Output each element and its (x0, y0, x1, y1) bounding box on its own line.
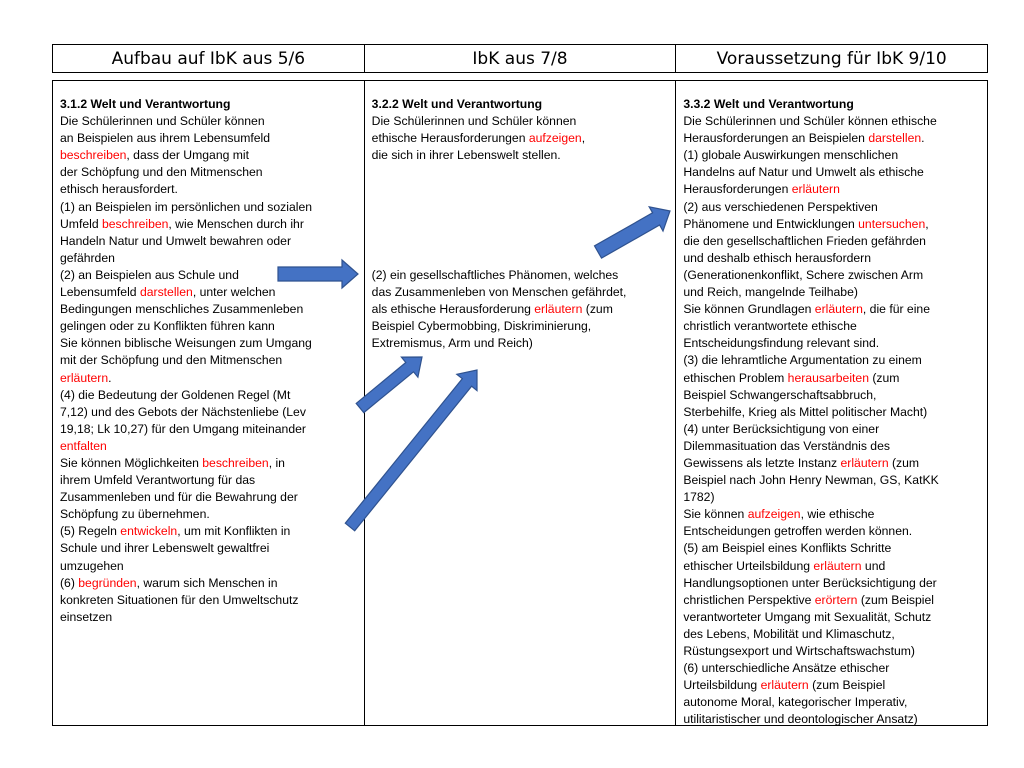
operator-verb: untersuchen (858, 216, 926, 231)
operator-verb: beschreiben (60, 148, 127, 163)
column-7-8 (364, 81, 676, 725)
text-segment: Sie können Möglichkeiten (60, 455, 203, 470)
text-segment: der Schöpfung und den Mitmenschen (60, 165, 263, 180)
text-line (683, 113, 980, 130)
text-segment: mit der Schöpfung und den Mitmenschen (60, 353, 283, 368)
text-segment: Beispiel Schwangerschaftsabbruch, (683, 387, 877, 402)
operator-verb: erläutern (60, 370, 109, 385)
text-segment: christlich verantwortete ethische (683, 319, 857, 334)
text-line (683, 284, 980, 301)
operator-verb: aufzeigen (528, 131, 582, 146)
section-title (683, 96, 980, 113)
text-segment: (2) aus verschiedenen Perspektiven (683, 199, 878, 214)
header-cell-7-8: IbK aus 7/8 (364, 45, 676, 72)
text-line (60, 404, 357, 421)
text-segment: Handelns auf Natur und Umwelt als ethische (683, 165, 924, 180)
text-line (372, 199, 669, 216)
text-segment: (zum (888, 455, 920, 470)
text-segment: (5) Regeln (60, 524, 121, 539)
text-segment: und Reich, mangelnde Teilhabe) (683, 285, 858, 300)
text-line (372, 301, 669, 318)
text-line (60, 609, 357, 626)
operator-verb: erläutern (813, 558, 862, 573)
text-segment: (4) unter Berücksichtigung von einer (683, 421, 880, 436)
text-segment: 7,12) und des Gebots der Nächstenliebe (Lev (60, 404, 306, 419)
text-segment: (1) an Beispielen im persönlichen und sozialen (60, 199, 313, 214)
text-line (683, 609, 980, 626)
text-line (60, 575, 357, 592)
text-segment: die sich in ihrer Lebenswelt stellen. (371, 148, 561, 163)
text-line (372, 335, 669, 352)
text-segment: ethischen Problem (683, 370, 788, 385)
text-segment: Sie können (683, 507, 748, 522)
text-line (683, 558, 980, 575)
text-segment: (1) globale Auswirkungen menschlichen (683, 148, 899, 163)
operator-verb: darstellen (868, 131, 922, 146)
text-segment: (zum Beispiel (808, 678, 886, 693)
text-segment: und deshalb ethisch herausfordern (683, 250, 872, 265)
text-line (683, 438, 980, 455)
section-title (372, 96, 669, 113)
text-segment: (3) die lehramtliche Argumentation zu einem (683, 353, 922, 368)
text-line (683, 506, 980, 523)
text-line (60, 250, 357, 267)
text-segment: Herausforderungen an Beispielen (683, 131, 869, 146)
text-line (372, 216, 669, 233)
text-line (683, 267, 980, 284)
text-line (60, 181, 357, 198)
text-segment: Gewissens als letzte Instanz (683, 455, 841, 470)
text-line (60, 558, 357, 575)
text-line (683, 421, 980, 438)
header-cell-5-6: Aufbau auf IbK aus 5/6 (111, 48, 306, 69)
text-segment: Sie können biblische Weisungen zum Umgang (60, 336, 312, 351)
operator-verb: erörtern (814, 592, 858, 607)
text-segment: autonome Moral, kategorischer Imperativ, (683, 695, 908, 710)
text-line (683, 335, 980, 352)
text-segment: , in (268, 455, 285, 470)
text-segment: ethischer Urteilsbildung (683, 558, 814, 573)
operator-verb: darstellen (139, 285, 193, 300)
text-segment: (6) unterschiedliche Ansätze ethischer (683, 661, 890, 676)
column-9-10 (675, 81, 987, 725)
text-line (60, 233, 357, 250)
text-segment: (Generationenkonflikt, Schere zwischen Arm (683, 267, 924, 282)
text-line (683, 472, 980, 489)
text-segment: Umfeld (60, 216, 102, 231)
text-line (683, 404, 980, 421)
text-line (60, 438, 357, 455)
text-line (60, 540, 357, 557)
operator-verb: herausarbeiten (787, 370, 869, 385)
text-segment: 19,18; Lk 10,27) für den Umgang miteinander (60, 421, 306, 436)
header-cell-9-10: Voraussetzung für IbK 9/10 (675, 45, 987, 72)
text-segment: (4) die Bedeutung der Goldenen Regel (Mt (60, 387, 291, 402)
text-segment: Beispiel nach John Henry Newman, GS, KatKK (683, 473, 939, 488)
operator-verb: entwickeln (120, 524, 178, 539)
text-line (683, 130, 980, 147)
text-line (60, 147, 357, 164)
operator-verb: beschreiben (102, 216, 169, 231)
text-segment: , warum sich Menschen in (136, 575, 278, 590)
text-segment: Die Schülerinnen und Schüler können ethische (683, 114, 937, 129)
text-segment: Beispiel Cybermobbing, Diskriminierung, (371, 319, 592, 334)
text-line (60, 284, 357, 301)
text-segment: 3.2.2 Welt und Verantwortung (371, 97, 543, 111)
text-line (372, 284, 669, 301)
text-segment: Sie können Grundlagen (683, 302, 815, 317)
operator-verb: entfalten (60, 438, 107, 453)
operator-verb: erläutern (840, 455, 889, 470)
text-line (60, 489, 357, 506)
operator-verb: beschreiben (202, 455, 269, 470)
text-segment: . (108, 370, 112, 385)
operator-verb: erläutern (760, 678, 809, 693)
text-line (372, 181, 669, 198)
text-segment: , wie Menschen durch ihr (168, 216, 304, 231)
text-line (683, 643, 980, 660)
text-line (372, 233, 669, 250)
operator-verb: erläutern (791, 182, 840, 197)
text-line (683, 199, 980, 216)
text-segment: christlichen Perspektive (683, 592, 815, 607)
text-line (683, 147, 980, 164)
text-segment: gefährden (60, 250, 115, 265)
text-line (372, 250, 669, 267)
text-segment: , unter welchen (192, 285, 276, 300)
text-segment: 1782) (683, 490, 715, 505)
text-segment: Dilemmasituation das Verständnis des (683, 438, 890, 453)
text-line (60, 301, 357, 318)
text-segment: 3.3.2 Welt und Verantwortung (683, 97, 854, 111)
text-line (683, 387, 980, 404)
text-line (60, 164, 357, 181)
text-segment: Herausforderungen (683, 182, 792, 197)
text-line (372, 147, 669, 164)
text-line (683, 318, 980, 335)
text-segment: das Zusammenleben von Menschen gefährdet, (371, 285, 627, 300)
text-segment: Entscheidungen getroffen werden können. (683, 524, 913, 539)
text-segment: Handlungsoptionen unter Berücksichtigung der (683, 575, 937, 590)
text-segment: Schule und ihrer Lebenswelt gewaltfrei (60, 541, 270, 556)
operator-verb: erläutern (814, 302, 863, 317)
text-segment: umzugehen (60, 558, 124, 573)
text-line (683, 181, 980, 198)
text-line (683, 216, 980, 233)
text-line (683, 540, 980, 557)
text-segment: ethische Herausforderungen (371, 131, 529, 146)
column-5-6 (53, 81, 364, 725)
text-segment: , (925, 216, 929, 231)
text-segment: (2) ein gesellschaftliches Phänomen, welches (371, 267, 619, 282)
text-segment: Phänomene und Entwicklungen (683, 216, 859, 231)
text-segment: verantworteter Umgang mit Sexualität, Schutz (683, 609, 932, 624)
text-segment: . (921, 131, 925, 146)
text-line (683, 711, 980, 728)
text-segment: Extremismus, Arm und Reich) (371, 336, 533, 351)
text-line (683, 489, 980, 506)
text-segment: , um mit Konflikten in (177, 524, 291, 539)
text-segment: Bedingungen menschliches Zusammenleben (60, 302, 304, 317)
text-segment: Rüstungsexport und Wirtschaftswachstum) (683, 644, 915, 658)
text-line (683, 233, 980, 250)
text-segment: (zum Beispiel (857, 592, 934, 607)
operator-verb: aufzeigen (747, 507, 801, 522)
text-segment: utilitaristischer und deontologischer Ansatz) (683, 712, 918, 727)
text-line (683, 352, 980, 369)
text-line (372, 267, 669, 284)
text-line (60, 592, 357, 609)
text-line (683, 250, 980, 267)
text-segment: und (861, 558, 886, 573)
text-segment: Sterbehilfe, Krieg als Mittel politischer Macht) (683, 404, 928, 419)
text-segment: , wie ethische (800, 507, 875, 522)
operator-verb: begründen (78, 575, 137, 590)
text-segment: die den gesellschaftlichen Frieden gefährden (683, 233, 926, 248)
text-line (60, 130, 357, 147)
text-line (372, 318, 669, 335)
text-line (60, 472, 357, 489)
text-segment: Zusammenleben und für die Bewahrung der (60, 490, 298, 505)
text-segment: als ethische Herausforderung (371, 302, 535, 317)
operator-verb: erläutern (534, 302, 583, 317)
text-line (60, 318, 357, 335)
text-segment: , (581, 131, 586, 146)
text-line (683, 592, 980, 609)
text-segment: Die Schülerinnen und Schüler können (371, 114, 577, 129)
text-segment: Schöpfung zu übernehmen. (60, 507, 210, 522)
text-line (683, 660, 980, 677)
text-line (60, 387, 357, 404)
text-segment: Lebensumfeld (60, 285, 140, 300)
text-segment: (5) am Beispiel eines Konflikts Schritte (683, 541, 892, 556)
text-line (60, 335, 357, 352)
text-line (60, 352, 357, 369)
text-segment: 3.1.2 Welt und Verantwortung (60, 97, 231, 111)
text-segment: Urteilsbildung (683, 678, 761, 693)
text-segment: konkreten Situationen für den Umweltschutz (60, 592, 299, 607)
text-segment: Handeln Natur und Umwelt bewahren oder (60, 233, 292, 248)
text-line (683, 677, 980, 694)
text-line (60, 370, 357, 387)
text-line (683, 523, 980, 540)
text-line (683, 164, 980, 181)
text-line (372, 113, 669, 130)
text-segment: (6) (60, 575, 79, 590)
text-segment: (zum (582, 302, 613, 317)
text-line (683, 626, 980, 643)
table-header (52, 44, 988, 73)
text-line (60, 421, 357, 438)
text-segment: ihrem Umfeld Verantwortung für das (60, 473, 256, 488)
text-segment: ethisch herausfordert. (60, 182, 178, 197)
text-segment: Die Schülerinnen und Schüler können (60, 114, 265, 129)
text-line (60, 216, 357, 233)
text-line (60, 113, 357, 130)
text-line (683, 301, 980, 318)
text-line (60, 455, 357, 472)
table-body (52, 80, 988, 726)
text-line (683, 694, 980, 711)
text-segment: , die für eine (862, 302, 930, 317)
text-segment: des Lebens, Mobilität und Klimaschutz, (683, 626, 895, 641)
text-line (372, 130, 669, 147)
text-segment: (2) an Beispielen aus Schule und (60, 267, 239, 282)
text-line (683, 455, 980, 472)
text-line (683, 370, 980, 387)
text-segment: gelingen oder zu Konflikten führen kann (60, 319, 275, 334)
text-line (372, 164, 669, 181)
text-line (60, 199, 357, 216)
text-segment: (zum (868, 370, 900, 385)
text-segment: Entscheidungsfindung relevant sind. (683, 336, 880, 351)
text-line (60, 523, 357, 540)
text-segment: , dass der Umgang mit (126, 148, 250, 163)
section-title (60, 96, 357, 113)
text-line (60, 267, 357, 284)
text-segment: an Beispielen aus ihrem Lebensumfeld (60, 131, 271, 146)
text-line (60, 506, 357, 523)
text-line (683, 575, 980, 592)
text-segment: einsetzen (60, 609, 113, 624)
